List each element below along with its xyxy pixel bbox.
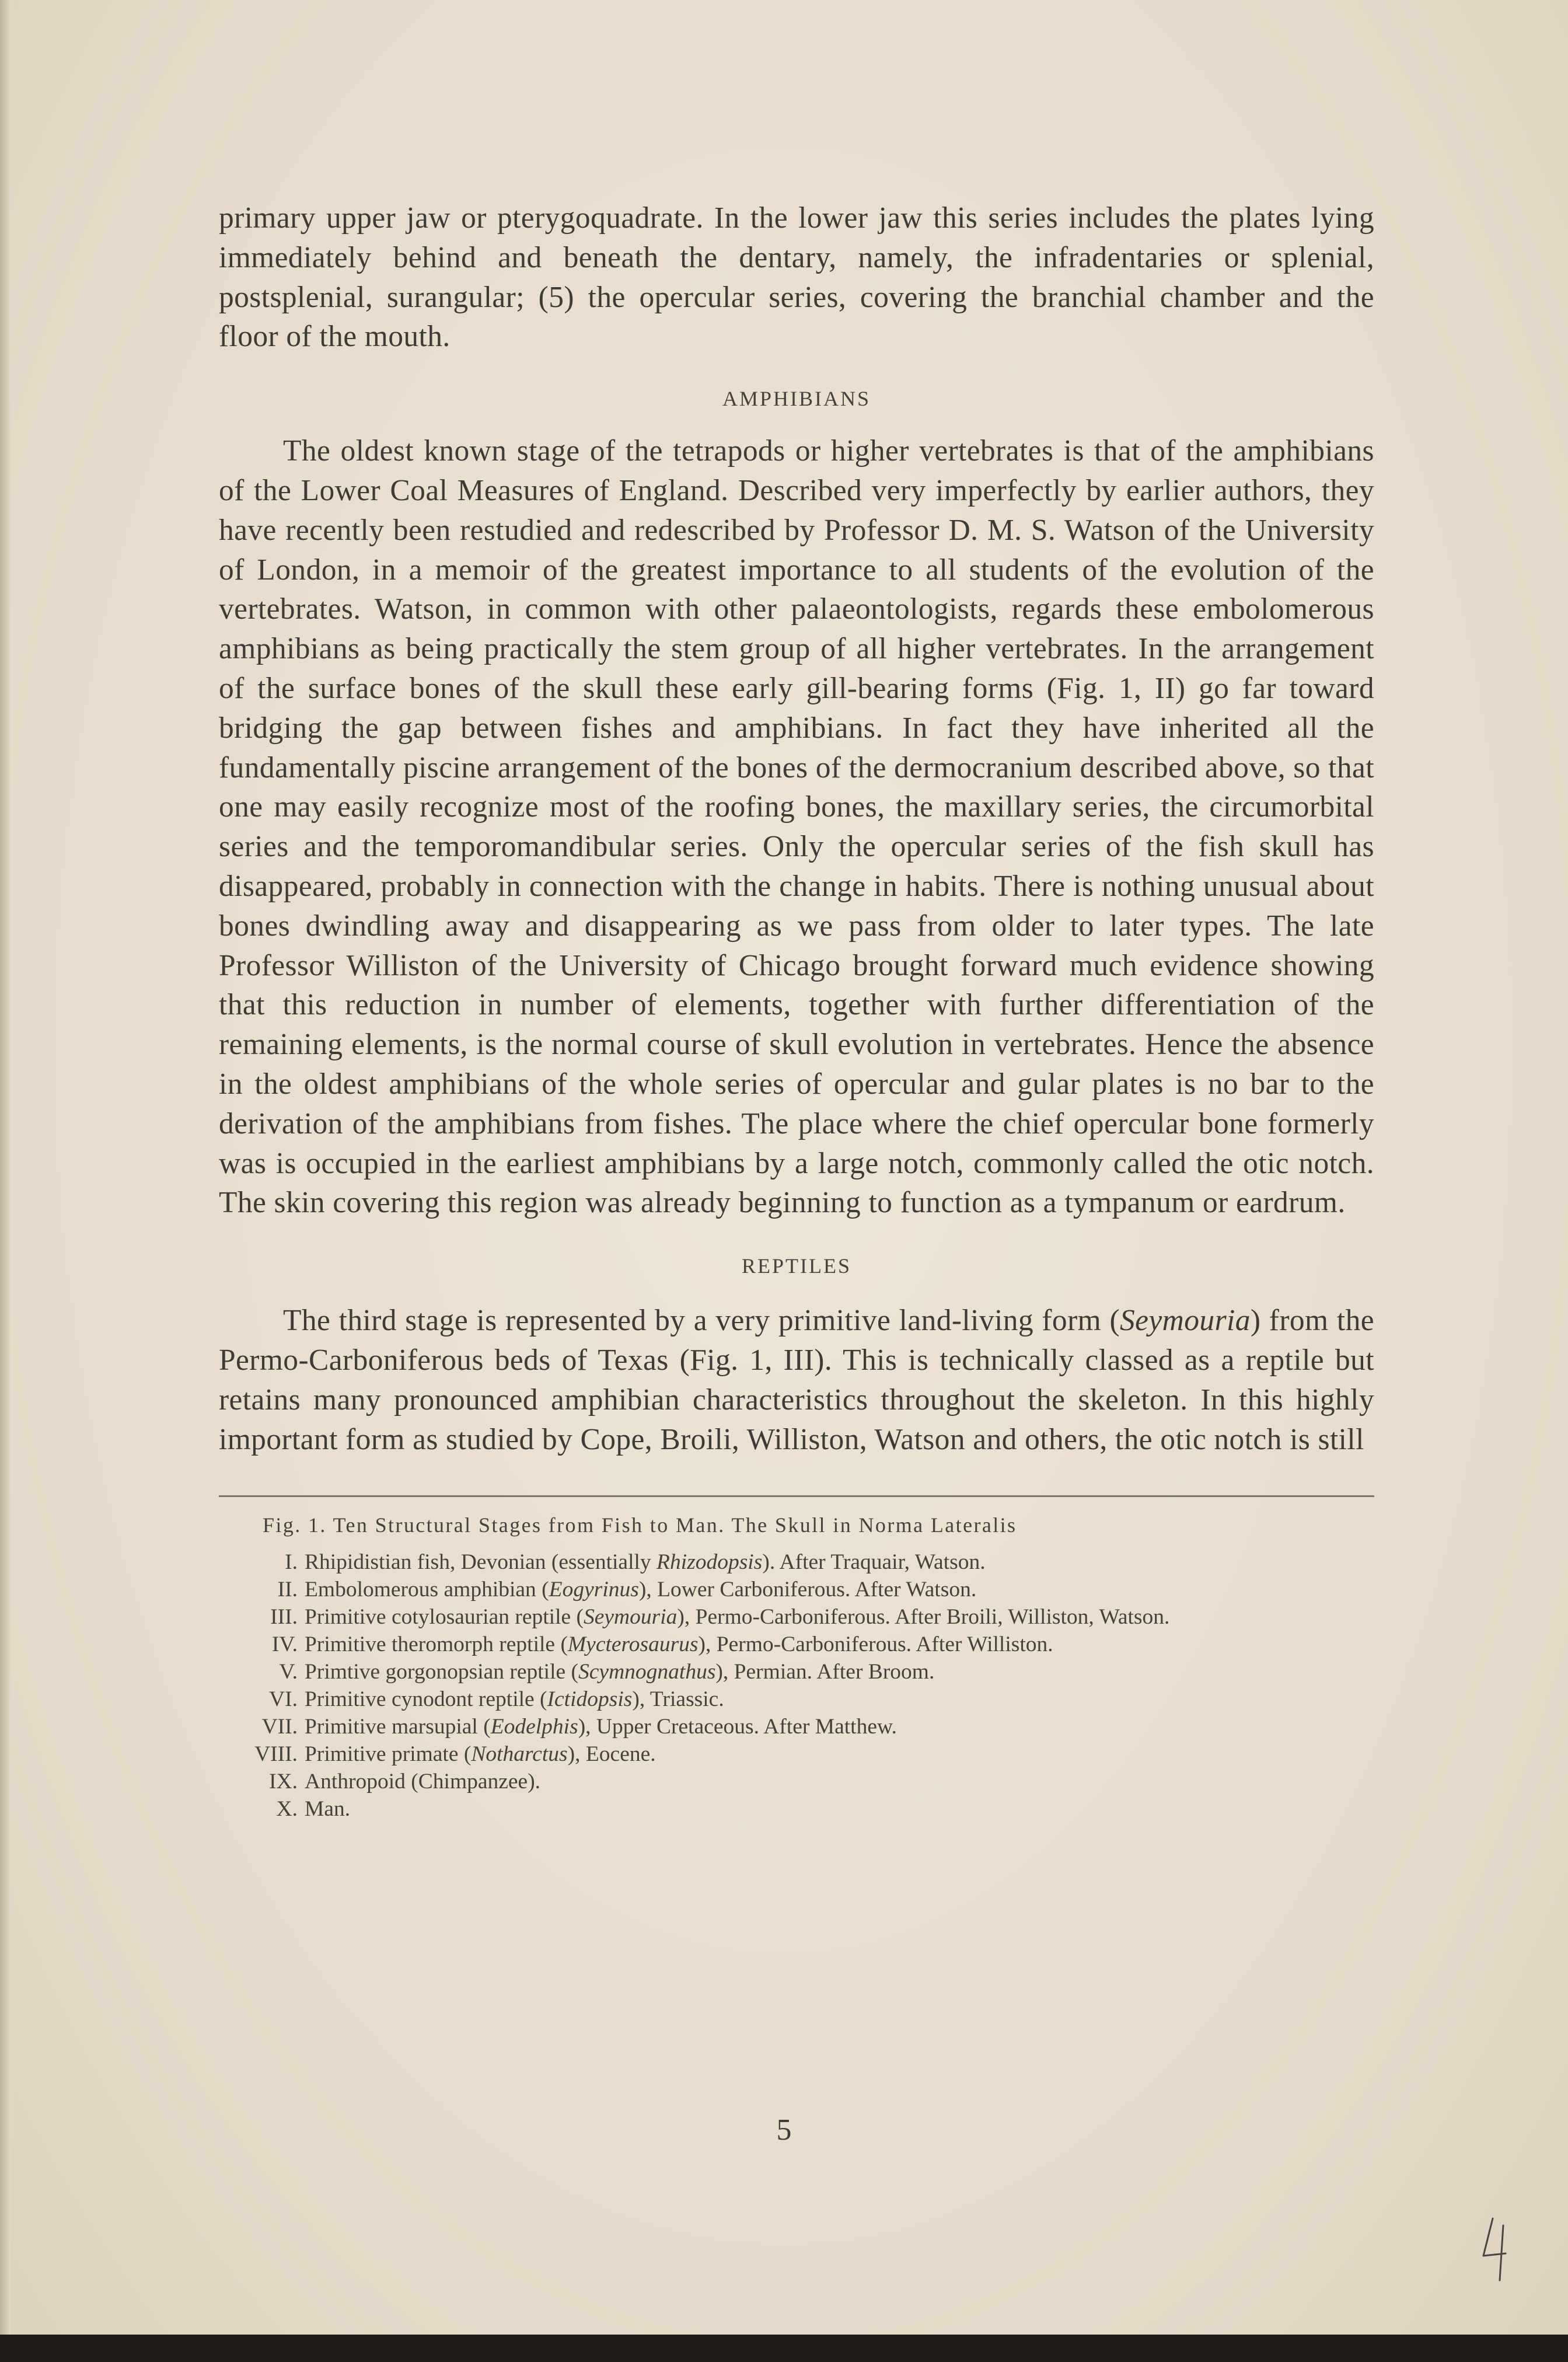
caption-item-text-start: Anthropoid (Chimpanzee). <box>305 1770 541 1794</box>
caption-item-genus: Rhizodopsis <box>656 1550 763 1575</box>
caption-item-text-start: Primtive gorgonopsian reptile ( <box>305 1660 579 1684</box>
caption-item-genus: Seymouria <box>584 1605 678 1630</box>
caption-item-genus: Notharctus <box>471 1742 568 1767</box>
paragraph-reptiles-text-end: ) from the Permo-Carboniferous beds of Texas (Fig. 1, III). This is technically classed as a reptile but retains many pronounced amphibian characteristics throughout the skeleton. In this highly important form as studied by Cope, Broili, Williston, Watson and others, the otic notch is still <box>219 1304 1374 1456</box>
caption-item-genus: Eogyrinus <box>549 1578 639 1602</box>
caption-item-text-start: Man. <box>305 1797 351 1822</box>
paragraph-opening: primary upper jaw or pterygoquadrate. In the lower jaw this series includes the plates lying immediately behind and beneath the dentary, namely, the infradentaries or splenial, postsplenial, surangular; (5) the opercular series, covering the branchial chamber and the floor of the mouth. <box>219 201 1374 354</box>
caption-item-text-start: Primitive cotylosaurian reptile ( <box>305 1605 584 1630</box>
caption-item <box>219 1768 1374 1795</box>
caption-item <box>219 1795 1374 1823</box>
scan-bottom-edge <box>0 2335 1568 2362</box>
caption-item-number: VII. <box>261 1715 298 1739</box>
caption-item <box>219 1658 1374 1686</box>
figure-caption-list <box>219 1548 1374 1823</box>
paragraph-reptiles <box>219 1301 1374 1459</box>
caption-item-text-end: ), Upper Cretaceous. After Matthew. <box>578 1715 898 1739</box>
caption-item-text-start: Rhipidistian fish, Devonian (essentially <box>305 1550 657 1575</box>
caption-item-genus: Mycterosaurus <box>567 1632 699 1657</box>
caption-item-number: X. <box>276 1797 298 1822</box>
caption-item-text <box>305 1631 1374 1658</box>
caption-item-number: V. <box>279 1660 298 1684</box>
caption-item-text-end: ), Eocene. <box>567 1742 656 1767</box>
paragraph-reptiles-text-start: The third stage is represented by a very primitive land-living form ( <box>283 1304 1120 1338</box>
caption-item <box>219 1740 1374 1768</box>
section-heading-amphibians: AMPHIBIANS <box>722 387 871 411</box>
caption-title-text: Fig. 1. Ten Structural Stages from Fish to Man. The Skull in Norma Lateralis <box>263 1513 1017 1537</box>
caption-item-number: IV. <box>271 1632 298 1657</box>
section-heading-reptiles: REPTILES <box>741 1254 851 1278</box>
caption-item-text-start: Primitive marsupial ( <box>305 1715 491 1739</box>
figure-caption-title <box>219 1510 1374 1540</box>
caption-item <box>219 1713 1374 1740</box>
caption-item-text <box>305 1548 1374 1576</box>
page-spine-edge <box>0 0 11 2335</box>
page-content <box>219 198 1374 1823</box>
caption-item-text-start: Primitive primate ( <box>305 1742 472 1767</box>
caption-item-number: VI. <box>269 1687 298 1712</box>
caption-item-text-end: ), Permo-Carboniferous. After Broili, Williston, Watson. <box>677 1605 1170 1630</box>
caption-item-number: III. <box>270 1605 298 1630</box>
caption-item-genus: Ictidopsis <box>547 1687 633 1712</box>
paragraph-reptiles-genus: Seymouria <box>1120 1304 1251 1338</box>
caption-item-text-end: ), Permo-Carboniferous. After Williston. <box>698 1632 1053 1657</box>
caption-item-number: VIII. <box>254 1742 298 1767</box>
page-number: 5 <box>776 2113 792 2147</box>
figure-caption <box>219 1510 1374 1823</box>
caption-item-text-end: ), Permian. After Broom. <box>715 1660 935 1684</box>
caption-item-genus: Scymnognathus <box>578 1660 716 1684</box>
caption-item <box>219 1576 1374 1603</box>
caption-item-text <box>305 1795 1374 1823</box>
caption-item-text <box>305 1576 1374 1603</box>
caption-item <box>219 1603 1374 1631</box>
caption-item-text <box>305 1740 1374 1768</box>
handwritten-page-mark <box>1476 2215 1517 2285</box>
caption-item-text <box>305 1713 1374 1740</box>
caption-item-text <box>305 1603 1374 1631</box>
caption-item-number: IX. <box>269 1770 298 1794</box>
caption-item-text <box>305 1768 1374 1795</box>
caption-item-text-start: Primitive theromorph reptile ( <box>305 1632 568 1657</box>
caption-item <box>219 1548 1374 1576</box>
caption-item <box>219 1686 1374 1713</box>
caption-item-text-end: ). After Traquair, Watson. <box>762 1550 986 1575</box>
caption-item-number: I. <box>285 1550 298 1575</box>
caption-item-text-start: Embolomerous amphibian ( <box>305 1578 549 1602</box>
caption-item-text-end: ), Lower Carboniferous. After Watson. <box>638 1578 977 1602</box>
caption-item-number: II. <box>277 1578 298 1602</box>
caption-item-genus: Eodelphis <box>490 1715 578 1739</box>
caption-item-text-start: Primitive cynodont reptile ( <box>305 1687 547 1712</box>
caption-item-text-end: ), Triassic. <box>632 1687 724 1712</box>
caption-item-text <box>305 1658 1374 1686</box>
caption-item-text <box>305 1686 1374 1713</box>
caption-divider <box>219 1495 1374 1497</box>
paragraph-amphibians: The oldest known stage of the tetrapods or higher vertebrates is that of the amphibians of the Lower Coal Measures of England. Described very imperfectly by earlier authors, they have recently been restudied and redescribed by Professor D. M. S. Watson of the University of London, in a memoir of the greatest importance to all students of the evolution of the vertebrates. Watson, in common with other palaeontologists, regards these embolomerous amphibians as being practically the stem group of all higher vertebrates. In the arrangement of the surface bones of the skull these early gill-bearing forms (Fig. 1, II) go far toward bridging the gap between fishes and amphibians. In fact they have inherited all the fundamentally piscine arrangement of the bones of the dermocranium described above, so that one may easily recognize most of the roofing bones, the maxillary series, the circumorbital series and the temporomandibular series. Only the opercular series of the fish skull has disappeared, probably in connection with the change in habits. There is nothing unusual about bones dwindling away and disappearing as we pass from older to later types. The late Professor Williston of the University of Chicago brought forward much evidence showing that this reduction in number of elements, together with further differentiation of the remaining elements, is the normal course of skull evolution in vertebrates. Hence the absence in the oldest amphibians of the whole series of opercular and gular plates is no bar to the derivation of the amphibians from fishes. The place where the chief opercular bone formerly was is occupied in the earliest amphibians by a large notch, commonly called the otic notch. The skin covering this region was already beginning to function as a tympanum or eardrum. <box>219 434 1374 1220</box>
caption-item <box>219 1631 1374 1658</box>
